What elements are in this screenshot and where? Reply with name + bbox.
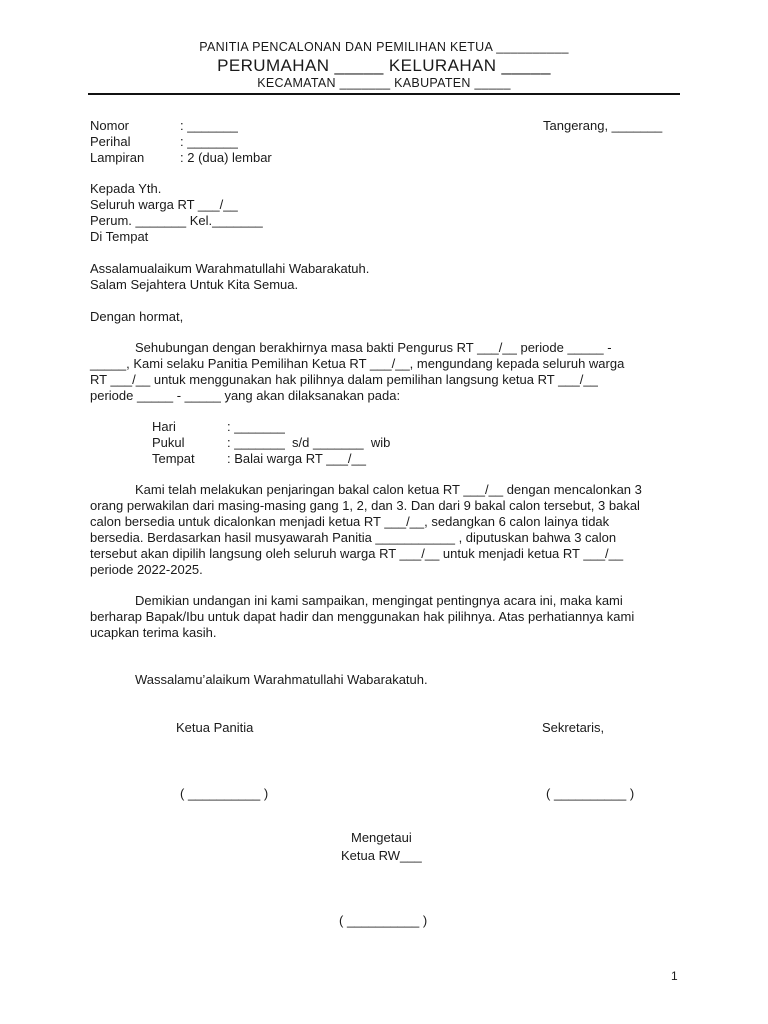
pukul-label: Pukul [152, 435, 185, 450]
paragraph1-line-3: RT ___/__ untuk menggunakan hak pilihnya dalam pemilihan langsung ketua RT ___/__ [90, 372, 598, 387]
paragraph2-line-6: periode 2022-2025. [90, 562, 203, 577]
letterhead-divider [88, 93, 680, 95]
paragraph1-line-1: Sehubungan dengan berakhirnya masa bakti Pengurus RT ___/__ periode _____ - [135, 340, 612, 355]
recipient-line-4: Di Tempat [90, 229, 149, 244]
letterhead-district: KECAMATAN _______ KABUPATEN _____ [257, 76, 511, 90]
paragraph2-line-3: calon bersedia untuk dicalonkan menjadi ketua RT ___/__, sedangkan 6 calon lainya tidak [90, 514, 610, 529]
place-date: Tangerang, _______ [543, 118, 663, 133]
hari-value: : _______ [227, 419, 285, 434]
nomor-label: Nomor [90, 118, 130, 133]
tempat-label: Tempat [152, 451, 195, 466]
paragraph3-line-1: Demikian undangan ini kami sampaikan, mengingat pentingnya acara ini, maka kami [135, 593, 623, 608]
pukul-value: : _______ s/d _______ wib [227, 435, 391, 450]
signature-left-name: ( __________ ) [180, 786, 269, 801]
approval-label: Mengetaui [351, 830, 412, 845]
tempat-value: : Balai warga RT ___/__ [227, 451, 366, 466]
recipient-line-1: Kepada Yth. [90, 181, 162, 196]
greeting-sejahtera: Salam Sejahtera Untuk Kita Semua. [90, 277, 299, 292]
perihal-label: Perihal [90, 134, 131, 149]
perihal-value: : _______ [180, 134, 238, 149]
recipient-line-2: Seluruh warga RT ___/__ [90, 197, 238, 212]
lampiran-value: : 2 (dua) lembar [180, 150, 272, 165]
signature-right-name: ( __________ ) [546, 786, 635, 801]
approval-name: ( __________ ) [339, 913, 428, 928]
paragraph1-line-4: periode _____ - _____ yang akan dilaksanakan pada: [90, 388, 401, 403]
opening-line: Dengan hormat, [90, 309, 184, 324]
letterhead-committee: PANITIA PENCALONAN DAN PEMILIHAN KETUA __________ [199, 40, 569, 54]
nomor-value: : _______ [180, 118, 238, 133]
signature-right-title: Sekretaris, [542, 720, 605, 735]
greeting-salam: Assalamualaikum Warahmatullahi Wabarakatuh. [90, 261, 370, 276]
paragraph3-line-2: berharap Bapak/Ibu untuk dapat hadir dan menggunakan hak pilihnya. Atas perhatiannya kami [90, 609, 635, 624]
hari-label: Hari [152, 419, 176, 434]
signature-left-title: Ketua Panitia [176, 720, 254, 735]
paragraph2-line-2: orang perwakilan dari masing-masing gang 1, 2, dan 3. Dan dari 9 bakal calon tersebut, 3 bakal [90, 498, 640, 513]
paragraph3-line-3: ucapkan terima kasih. [90, 625, 217, 640]
paragraph2-line-4: bersedia. Berdasarkan hasil musyawarah Panitia ___________ , diputuskan bahwa 3 calon [90, 530, 617, 545]
paragraph2-line-1: Kami telah melakukan penjaringan bakal calon ketua RT ___/__ dengan mencalonkan 3 [135, 482, 642, 497]
paragraph2-line-5: tersebut akan dipilih langsung oleh seluruh warga RT ___/__ untuk menjadi ketua RT ___/__ [90, 546, 624, 561]
recipient-line-3: Perum. _______ Kel._______ [90, 213, 263, 228]
approval-title: Ketua RW___ [341, 848, 422, 863]
page-number: 1 [671, 969, 678, 983]
letterhead-housing: PERUMAHAN _____ KELURAHAN _____ [217, 56, 551, 75]
closing-salam: Wassalamu’alaikum Warahmatullahi Wabarakatuh. [135, 672, 428, 687]
paragraph1-line-2: _____, Kami selaku Panitia Pemilihan Ketua RT ___/__, mengundang kepada seluruh warga [90, 356, 625, 371]
lampiran-label: Lampiran [90, 150, 145, 165]
